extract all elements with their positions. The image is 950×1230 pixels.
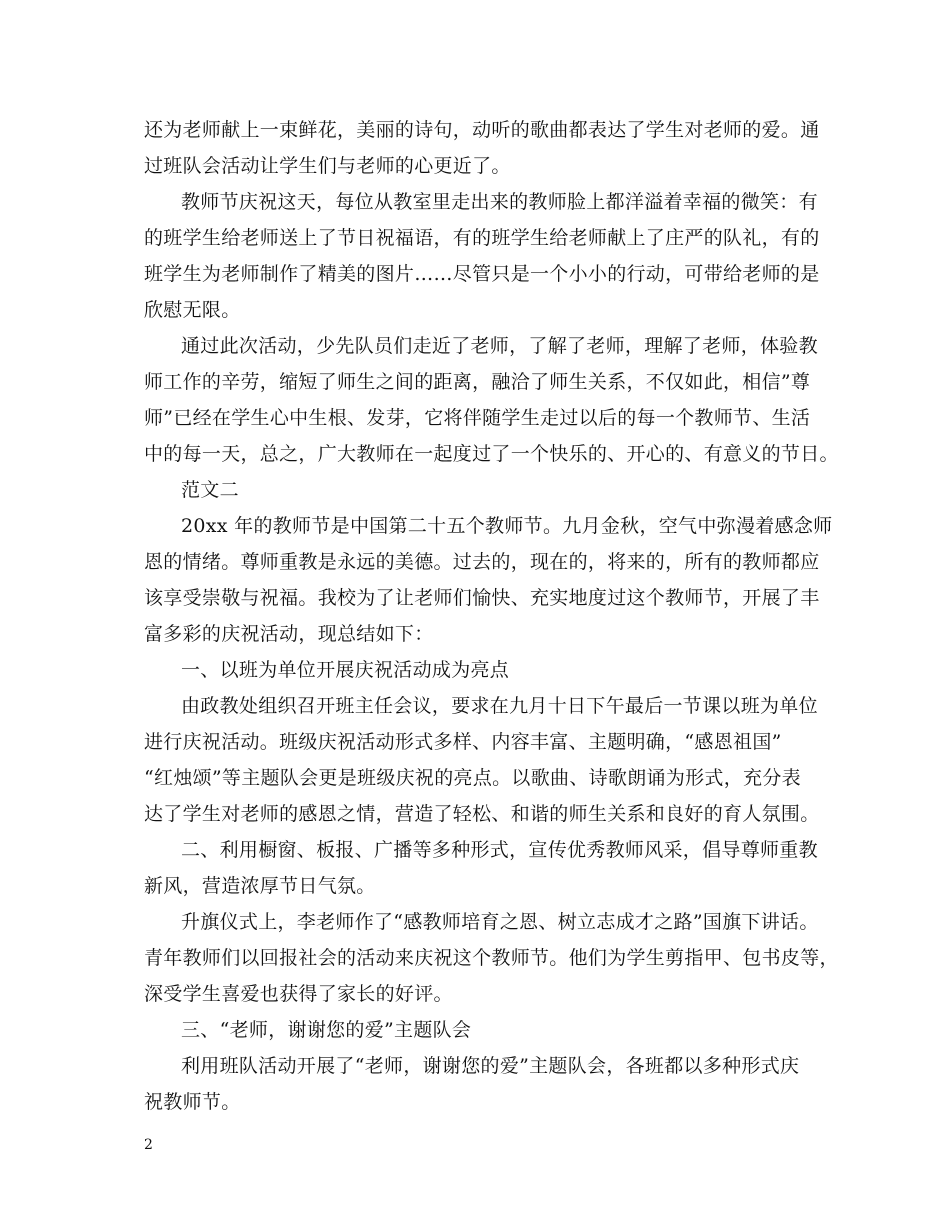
- p3-line-1: 通过此次活动，少先队员们走近了老师，了解了老师，理解了老师，体验教: [181, 335, 818, 357]
- p7-line-3: “红烛颂”等主题队会更是班级庆祝的亮点。以歌曲、诗歌朗诵为形式，充分表: [144, 767, 801, 789]
- p1-line-2: 过班队会活动让学生们与老师的心更近了。: [144, 155, 511, 177]
- p2-line-1: 教师节庆祝这天，每位从教室里走出来的教师脸上都洋溢着幸福的微笑：有: [181, 191, 818, 213]
- p3-line-3: 师”已经在学生心中生根、发芽，它将伴随学生走过以后的每一个教师节、生活: [144, 407, 811, 429]
- p9-line-3: 深受学生喜爱也获得了家长的好评。: [144, 983, 453, 1005]
- p7-line-2: 进行庆祝活动。班级庆祝活动形式多样、内容丰富、主题明确，“感恩祖国”: [144, 731, 782, 753]
- section-heading: 范文二: [181, 479, 239, 501]
- p9-line-1: 升旗仪式上，李老师作了“感教师培育之恩、树立志成才之路”国旗下讲话。: [181, 911, 819, 933]
- p2-line-2: 的班学生给老师送上了节日祝福语，有的班学生给老师献上了庄严的队礼，有的: [144, 227, 820, 249]
- subheading-2-line-2: 新风，营造浓厚节日气氛。: [144, 875, 376, 897]
- p7-line-4: 达了学生对老师的感恩之情，营造了轻松、和谐的师生关系和良好的育人氛围。: [144, 803, 820, 825]
- p11-line-2: 祝教师节。: [144, 1091, 241, 1113]
- p5-line-4: 富多彩的庆祝活动，现总结如下：: [144, 623, 434, 645]
- p2-line-4: 欣慰无限。: [144, 299, 241, 321]
- p3-line-4: 中的每一天，总之，广大教师在一起度过了一个快乐的、开心的、有意义的节日。: [144, 443, 839, 465]
- p5-line-3: 该享受崇敬与祝福。我校为了让老师们愉快、充实地度过这个教师节，开展了丰: [144, 587, 820, 609]
- p2-line-3: 班学生为老师制作了精美的图片……尽管只是一个小小的行动，可带给老师的是: [144, 263, 820, 285]
- p5-line-1: 20xx 年的教师节是中国第二十五个教师节。九月金秋，空气中弥漫着感念师: [181, 515, 833, 537]
- subheading-1: 一、以班为单位开展庆祝活动成为亮点: [181, 659, 510, 681]
- p5-line-2: 恩的情绪。尊师重教是永远的美德。过去的，现在的，将来的，所有的教师都应: [144, 551, 820, 573]
- p9-line-2: 青年教师们以回报社会的活动来庆祝这个教师节。他们为学生剪指甲、包书皮等，: [144, 947, 839, 969]
- subheading-2-line-1: 二、利用橱窗、板报、广播等多种形式，宣传优秀教师风采，倡导尊师重教: [181, 839, 818, 861]
- p3-line-2: 师工作的辛劳，缩短了师生之间的距离，融洽了师生关系，不仅如此，相信”尊: [144, 371, 811, 393]
- p1-line-1: 还为老师献上一束鲜花，美丽的诗句，动听的歌曲都表达了学生对老师的爱。通: [144, 119, 820, 141]
- p7-line-1: 由政教处组织召开班主任会议，要求在九月十日下午最后一节课以班为单位: [181, 695, 818, 717]
- page-number: 2: [144, 1137, 153, 1153]
- subheading-3: 三、“老师，谢谢您的爱”主题队会: [181, 1019, 472, 1041]
- p11-line-1: 利用班队活动开展了“老师，谢谢您的爱”主题队会，各班都以多种形式庆: [181, 1055, 800, 1077]
